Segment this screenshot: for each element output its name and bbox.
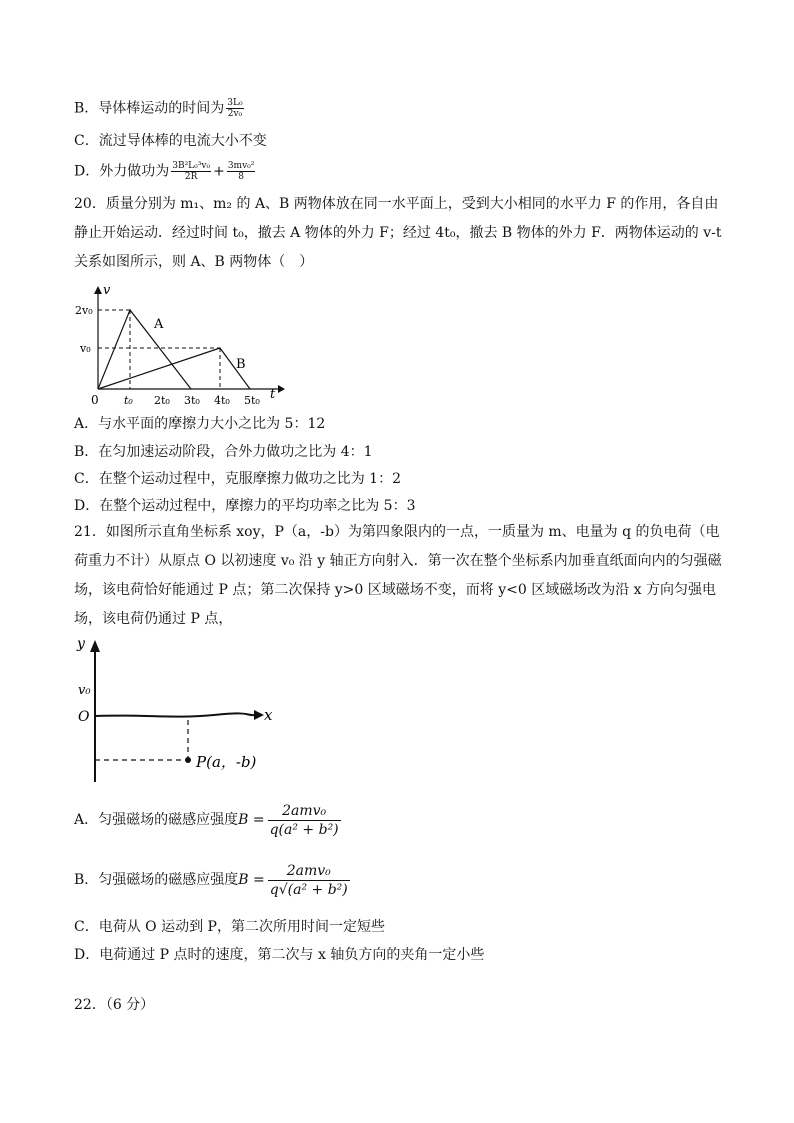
origin-o-label: O xyxy=(78,709,90,725)
q21-option-b xyxy=(74,860,350,900)
point-p xyxy=(185,757,191,763)
y-tick-2v0: 2v₀ xyxy=(75,304,93,317)
q19-option-d-text: D．外力做功为 xyxy=(74,163,170,180)
q19-option-c: C．流过导体棒的电流大小不变 xyxy=(74,133,267,149)
q21-option-b-text: B．匀强磁场的磁感应强度 xyxy=(74,872,239,888)
q21-option-a-text: A．匀强磁场的磁感应强度 xyxy=(74,812,239,828)
x-tick-5t0: 5t₀ xyxy=(244,394,260,407)
line-b xyxy=(98,348,250,389)
x-tick-4t0: 4t₀ xyxy=(214,394,230,407)
q20-option-c: C．在整个运动过程中，克服摩擦力做功之比为 1：2 xyxy=(74,471,401,487)
line-a xyxy=(98,310,191,389)
q20-option-a: A．与水平面的摩擦力大小之比为 5：12 xyxy=(74,416,326,432)
x-tick-3t0: 3t₀ xyxy=(184,394,200,407)
q20-stem: 20．质量分别为 m₁、m₂ 的 A、B 两物体放在同一水平面上，受到大小相同的水平力 F 的作用，各自由静止开始运动．经过时间 t₀，撤去 A 物体的外力 F；经过 4t₀，撤去 B 物体的外力 F．两物体运动的 v-t 关系如图所示，则 A、B 两物体（ ） xyxy=(74,196,722,270)
y-tick-v0: v₀ xyxy=(80,342,91,355)
q21-option-c: C．电荷从 O 运动到 P，第二次所用时间一定短些 xyxy=(74,919,385,935)
q19-option-b-fraction: $\frac{\text{3L₀}}{\text{2v₀}}$ xyxy=(227,98,243,119)
q19-option-b xyxy=(74,98,246,119)
x-tick-t0: t₀ xyxy=(124,394,133,407)
t-axis-label: t xyxy=(270,387,276,402)
y-axis-label: y xyxy=(77,636,85,652)
point-p-label: P(a，-b) xyxy=(196,753,257,771)
x-tick-2t0: 2t₀ xyxy=(154,394,170,407)
v0-label: v₀ xyxy=(78,683,91,698)
q19-option-d xyxy=(74,161,257,182)
q21-option-a xyxy=(74,800,341,840)
line-a-label: A xyxy=(154,317,164,332)
v-axis-arrow xyxy=(94,286,102,294)
q19-option-b-text: B．导体棒运动的时间为 xyxy=(74,100,225,117)
q21-option-a-fraction: $\frac{\text{2amv₀}}{\text{q(a² + b²)}}$ xyxy=(269,802,339,838)
q20-option-b: B．在匀加速运动阶段，合外力做功之比为 4：1 xyxy=(74,444,373,460)
q21-option-d: D．电荷通过 P 点时的速度，第二次与 x 轴负方向的夹角一定小些 xyxy=(74,947,485,963)
q21-option-b-fraction: $\frac{\text{2amv₀}}{\text{q√(a² + b²)}}$ xyxy=(269,862,348,898)
y-axis-arrow xyxy=(90,640,100,652)
x-axis-arrow xyxy=(254,710,264,720)
line-b-label: B xyxy=(236,357,246,372)
q20-vt-graph xyxy=(74,282,294,408)
origin-label: 0 xyxy=(91,393,99,407)
q21-coordinate-graph xyxy=(74,632,284,787)
x-axis xyxy=(95,713,256,716)
q19-option-d-fraction-1: $\frac{\text{3B²L₀³v₀}}{2R}$ xyxy=(172,161,211,182)
q21-option-a-lhs: B = xyxy=(238,812,265,828)
x-axis-label: x xyxy=(264,706,273,724)
v-axis-label: v xyxy=(103,283,111,298)
q21-stem: 21．如图所示直角坐标系 xoy，P（a，-b）为第四象限内的一点，一质量为 m、电量为 q 的负电荷（电荷重力不计）从原点 O 以初速度 v₀ 沿 y 轴正方向射入．第一次在整个坐标系内加垂直纸面向内的匀强磁场，该电荷恰好能通过 P 点；第二次保持 y>0 区域磁场不变，而将 y<0 区域磁场改为沿 x 方向匀强电场，该电荷仍通过 P 点， xyxy=(74,524,722,627)
q20-option-d: D．在整个运动过程中，摩擦力的平均功率之比为 5：3 xyxy=(74,498,416,514)
q19-option-d-plus: + xyxy=(213,163,225,180)
q19-option-d-fraction-2: $\frac{\text{3mv₀²}}{8}$ xyxy=(227,161,255,182)
q22-heading: 22．（6 分） xyxy=(74,997,155,1013)
t-axis-arrow xyxy=(278,385,285,393)
q21-option-b-lhs: B = xyxy=(238,872,265,888)
